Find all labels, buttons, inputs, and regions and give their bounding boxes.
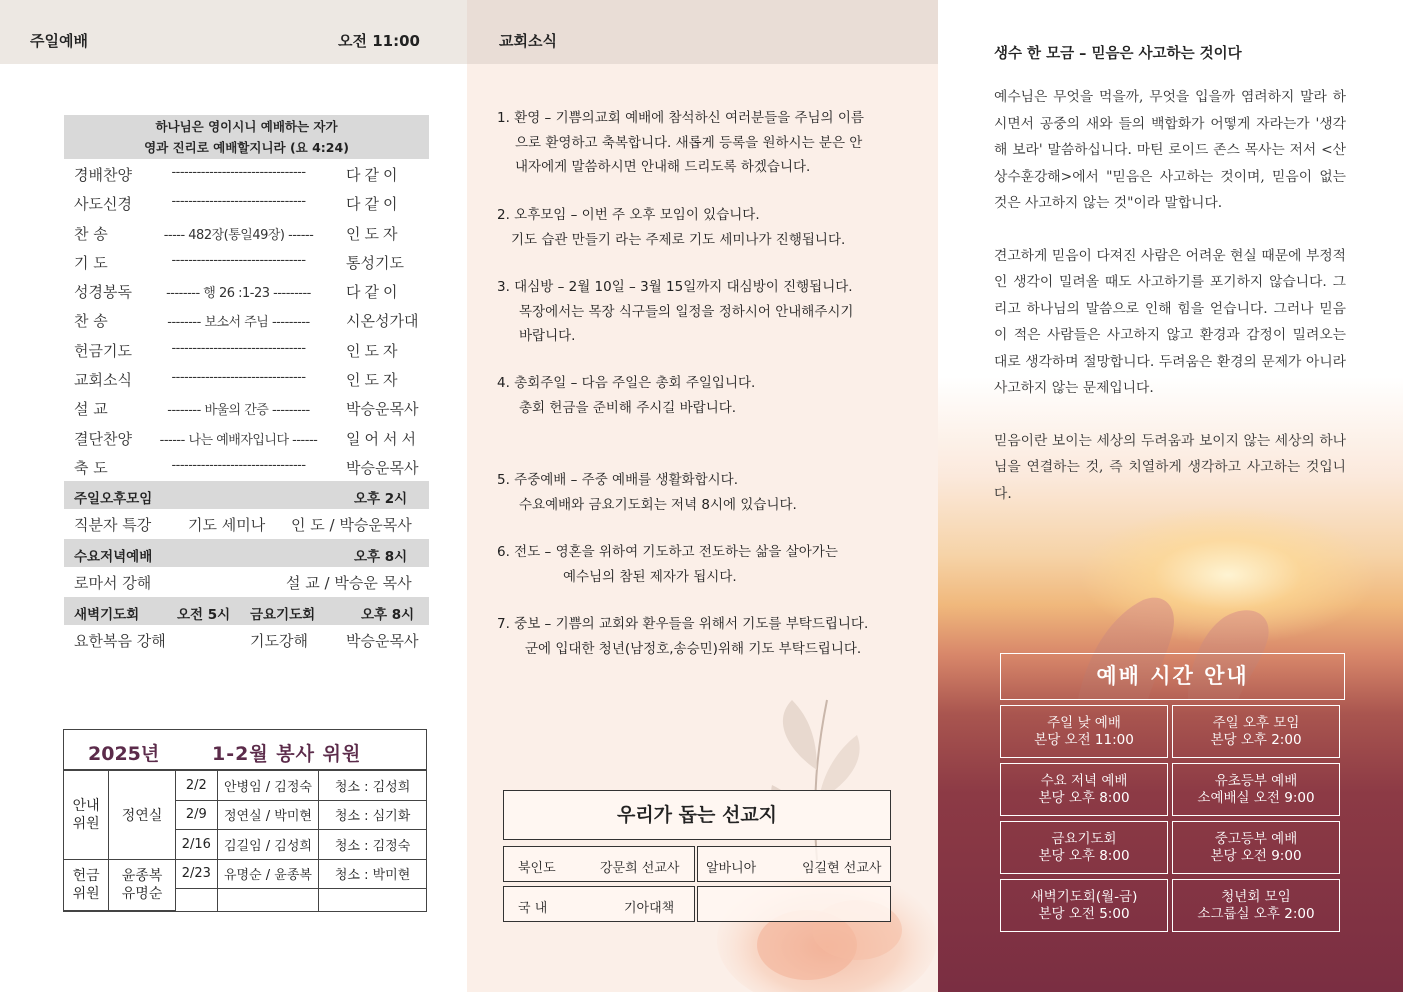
worship-times-title: 예배 시간 안내 [1000,653,1345,700]
service-clean: 청소 : 김정숙 [319,830,426,860]
service-date: 2/2 [175,771,217,801]
news-line: 1. 환영 – 기쁨의교회 예배에 참석하신 여러분들을 주님의 이름 [497,110,864,126]
left-panel [0,0,467,992]
afternoon-label: 주일오후모임 [74,491,153,508]
mission-place: 국 내 [518,901,548,916]
order-item-person: 다같이 [346,166,402,184]
order-item-detail: -------------------------------- [171,194,306,210]
service-committee-table [63,729,427,912]
order-item-person: 박승운목사 [346,458,419,477]
news-item [497,203,929,252]
wednesday-leader: 설 교 / 박승운 목사 [286,574,412,593]
news-line: 군에 입대한 청년(남정호,송승민)위해 기도 부탁드립니다. [525,640,862,657]
wednesday-topic: 로마서 강해 [74,574,152,593]
order-item-person: 다같이 [346,283,402,302]
order-item-detail: -------------------------------- [171,370,306,386]
dawn-time: 오전 5시 [177,607,231,624]
guide-team: 정연실 [109,771,176,860]
mission-place: 북인도 [518,861,556,876]
worship-name: 새벽기도회(월-금) [1030,889,1138,905]
flower-illustration [717,690,938,992]
order-item-person: 박승운목사 [346,400,419,419]
order-item-name: 축 도 [74,458,108,477]
sunday-worship-header [0,0,467,64]
order-item-detail: -------- 바울의 간증 --------- [167,403,310,419]
worship-time-box [1000,821,1168,874]
order-row [64,305,429,334]
empty-cell [319,889,426,911]
dawn-label: 새벽기도회 [74,607,140,624]
dawn-friday-band [64,597,429,625]
service-pair: 정연실 / 박미현 [217,800,318,830]
news-line: 5. 주중예배 – 주중 예배를 생활화합시다. [497,472,738,488]
order-row [64,247,429,276]
worship-time-box [1172,763,1340,816]
table-row [64,771,426,801]
worship-place-time: 본당 오전 5:00 [1038,906,1130,922]
order-item-detail: ----- 482장(통일49장) ------ [163,227,314,243]
devotion-title: 생수 한 모금 – 믿음은 사고하는 것이다 [994,46,1242,62]
news-item [497,275,929,349]
church-news-header [467,0,938,64]
order-item-person: 인도자 [346,224,402,243]
news-line: 2. 오후모임 – 이번 주 오후 모임이 있습니다. [497,207,760,223]
order-item-person: 다같이 [346,195,402,214]
header-title: 주일예배 [30,32,88,50]
order-item-person: 인도자 [346,341,402,360]
empty-cell [217,889,318,911]
news-line: 으로 환영하고 축복합니다. 새롭게 등록을 원하시는 분은 안 [515,134,863,151]
service-date: 2/23 [175,859,217,889]
verse-line: 하나님은 영이시니 예배하는 자가 [155,119,338,134]
service-year: 2025년 [88,743,160,765]
wednesday-band [64,539,429,567]
news-line: 7. 중보 – 기쁨의 교회와 환우들을 위해서 기도를 부탁드립니다. [497,616,869,632]
news-line: 목장에서는 목장 식구들의 일정을 정하시어 안내해주시기 [519,303,854,320]
wednesday-time: 오후 8시 [354,549,408,566]
order-item-detail: -------- 보소서 주님 --------- [167,315,310,331]
afternoon-leader: 인 도 / 박승운목사 [291,516,412,535]
verse-band [64,115,429,159]
mission-person: 강문희 선교사 [600,861,680,876]
order-item-name: 찬 송 [74,312,108,331]
worship-time-box [1172,705,1340,758]
news-line: 수요예배와 금요기도회는 저녁 8시에 있습니다. [519,496,797,513]
order-item-person: 인도자 [346,371,402,390]
order-item-name: 설 교 [74,400,108,419]
worship-name: 금요기도회 [1051,831,1117,847]
order-item-detail: -------- 행 26 :1-23 --------- [166,286,311,302]
order-item-detail: -------------------------------- [171,252,306,268]
devotion-body [994,84,1346,533]
order-row [64,423,429,452]
mission-box [503,886,695,922]
worship-place-time: 본당 오전 11:00 [1034,732,1134,748]
wednesday-row [64,567,429,597]
worship-place-time: 소그룹실 오후 2:00 [1197,906,1315,922]
worship-time-box [1172,879,1340,932]
offering-label: 헌금 위원 [64,859,109,911]
order-item-person: 일어서서 [346,429,420,448]
right-panel [938,0,1403,992]
wednesday-label: 수요저녁예배 [74,549,153,566]
dawn-row [64,625,429,655]
mission-place: 알바니아 [706,861,757,876]
mission-box [697,886,891,922]
news-line: 6. 전도 – 영혼을 위하여 기도하고 전도하는 삶을 살아가는 [497,544,838,560]
worship-place-time: 본당 오후 2:00 [1210,732,1302,748]
service-clean: 청소 : 김성희 [319,771,426,801]
mission-person: 임길현 선교사 [802,861,882,876]
order-item-name: 헌금기도 [74,341,132,360]
mission-box [503,846,695,882]
table-row [64,859,426,889]
order-row [64,335,429,364]
empty-cell [175,889,217,911]
news-line: 기도 습관 만들기 라는 주제로 기도 세미나가 진행됩니다. [511,231,846,248]
order-item-detail: -------------------------------- [171,165,306,180]
afternoon-time: 오후 2시 [354,491,408,508]
order-item-name: 결단찬양 [74,429,132,448]
service-pair: 안병임 / 김정숙 [217,771,318,801]
service-date: 2/9 [175,800,217,830]
worship-name: 수요 저녁 예배 [1040,773,1128,789]
worship-time-box [1000,763,1168,816]
mission-person: 기아대책 [624,901,675,916]
worship-place-time: 본당 오전 9:00 [1210,848,1302,864]
worship-name: 청년회 모임 [1221,889,1291,905]
devotion-paragraph: 예수님은 무엇을 먹을까, 무엇을 입을까 염려하지 말라 하시면서 공중의 새와 들의 백합화가 어떻게 자라는가 '생각해 보라' 말씀하십니다. 마틴 로이드 존스 목사는 저서 <산상수훈강해>에서 "믿음은 사고하는 것이며, 믿음이 없는 것은 사고하지 않는 것"이라 말합니다. [994,89,1346,211]
header-time: 오전 11:00 [338,32,420,50]
service-title [64,730,426,770]
order-item-person: 통성기도 [346,253,404,272]
worship-time-box [1172,821,1340,874]
missions-title: 우리가 돕는 선교지 [503,790,891,840]
afternoon-row [64,509,429,539]
order-row [64,188,429,217]
middle-panel [467,0,938,992]
service-date: 2/16 [175,830,217,860]
order-item-person: 시온성가대 [346,312,419,331]
order-item-detail: ------ 나는 예배자입니다 ------ [159,432,318,448]
news-item [497,371,929,420]
news-line: 예수님의 참된 제자가 됩시다. [563,568,737,585]
news-item [497,468,929,517]
news-item [497,612,929,661]
worship-place-time: 소예배실 오전 9:00 [1197,790,1315,806]
order-row [64,159,429,188]
friday-time: 오후 8시 [361,607,415,624]
service-pair: 유명순 / 윤종복 [217,859,318,889]
order-item-detail: -------------------------------- [171,340,306,356]
news-line: 총회 헌금을 준비해 주시길 바랍니다. [519,399,737,416]
order-row [64,276,429,305]
worship-name: 중고등부 예배 [1214,831,1298,847]
verse-line: 영과 진리로 예배할지니라 (요 4:24) [144,140,349,155]
order-item-name: 경배찬양 [74,166,132,184]
worship-order [64,115,429,655]
order-item-name: 사도신경 [74,195,132,214]
offering-team: 윤종복 유명순 [109,859,176,911]
worship-time-box [1000,705,1168,758]
worship-name: 유초등부 예배 [1214,773,1298,789]
news-line: 3. 대심방 – 2월 10일 – 3월 15일까지 대심방이 진행됩니다. [497,279,853,295]
service-clean: 청소 : 박미현 [319,859,426,889]
order-item-detail: -------------------------------- [171,457,306,473]
news-line: 내자에게 말씀하시면 안내해 드리도록 하겠습니다. [515,159,811,175]
order-row [64,364,429,393]
devotion-paragraph: 믿음이란 보이는 세상의 두려움과 보이지 않는 세상의 하나님을 연결하는 것, 즉 치열하게 생각하고 사고하는 것입니다. [994,432,1346,502]
service-clean: 청소 : 심기화 [319,800,426,830]
order-item-name: 교회소식 [74,371,132,390]
order-item-name: 찬 송 [74,224,108,243]
order-row [64,218,429,247]
news-line: 4. 총회주일 – 다음 주일은 총회 주일입니다. [497,375,756,391]
dawn-topic: 요한복음 강해 [74,632,166,651]
dawn-leader: 박승운목사 [346,632,419,651]
order-item-name: 성경봉독 [74,283,132,302]
afternoon-meeting-band [64,481,429,509]
mission-box [697,846,891,882]
missions-section [503,790,891,916]
order-item-name: 기 도 [74,253,108,272]
news-item [497,106,929,180]
news-item [497,540,929,589]
friday-topic: 기도강해 [250,632,308,651]
order-list [64,159,429,481]
service-grid [64,770,426,911]
order-row [64,452,429,481]
news-line: 바랍니다. [519,328,576,344]
devotion-paragraph: 견고하게 믿음이 다져진 사람은 어려운 현실 때문에 부정적인 생각이 밀려올 때도 사고하기를 포기하지 않습니다. 그리고 하나님의 말씀으로 인해 힘을 얻습니다. 그러나 믿음이 적은 사람들은 사고하지 않고 환경과 감정이 밀려오는 대로 생각하며 절망합니다. 두려움은 환경의 문제가 아니라 사고하지 않는 문제입니다. [994,247,1346,396]
worship-place-time: 본당 오후 8:00 [1038,790,1130,806]
afternoon-subject: 기도 세미나 [188,516,266,535]
worship-name: 주일 오후 모임 [1212,715,1300,731]
worship-name: 주일 낮 예배 [1047,715,1121,731]
friday-label: 금요기도회 [250,607,316,624]
service-pair: 김길임 / 김성희 [217,830,318,860]
order-row [64,393,429,422]
header-title: 교회소식 [499,32,557,50]
worship-place-time: 본당 오후 8:00 [1038,848,1130,864]
afternoon-topic: 직분자 특강 [74,516,152,535]
worship-time-box [1000,879,1168,932]
service-month-title: 1-2월 봉사 위원 [212,743,362,765]
guide-label: 안내 위원 [64,771,109,860]
